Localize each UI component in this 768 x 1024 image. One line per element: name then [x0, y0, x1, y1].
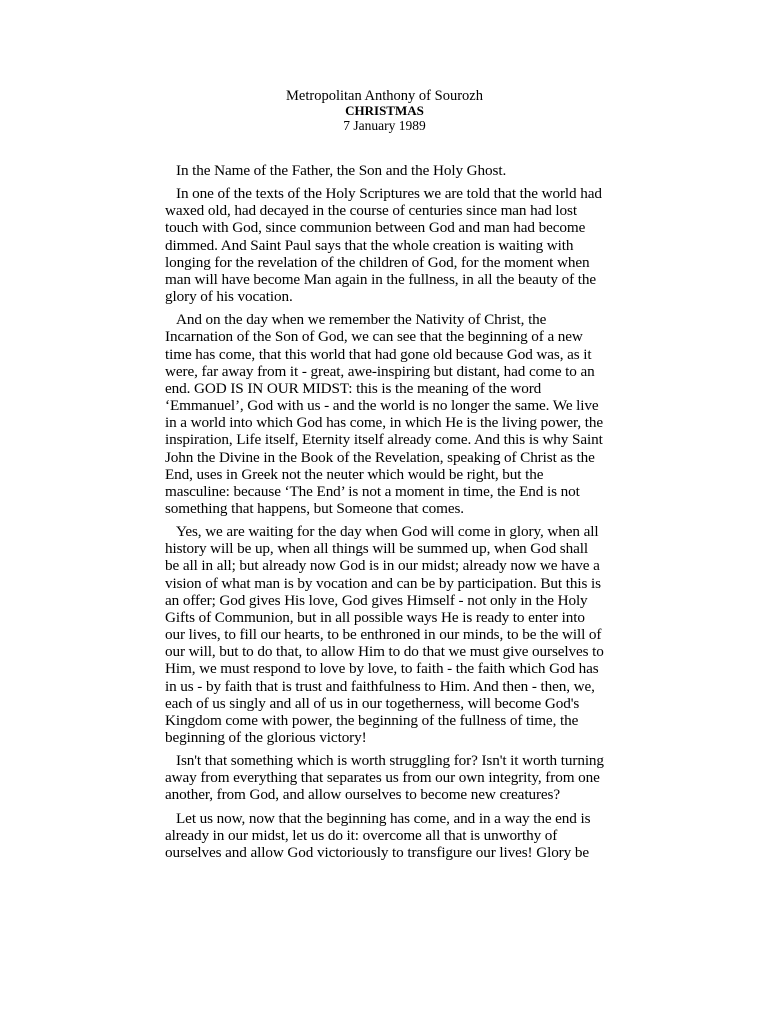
- paragraph-waiting: Yes, we are waiting for the day when God will come in glory, when all history will be up, when all things will be summed up, when God shall be all in all; but already now God is in our midst; already now we have a vision of what man is by vocation and can be by participation. But this is an offer; God gives His love, God gives Himself - not only in the Holy Gifts of Communion, but in all possible ways He is ready to enter into our lives, to fill our hearts, to be enthroned in our minds, to be the will of our will, but to do that, to allow Him to do that we must give ourselves to Him, we must respond to love by love, to faith - the faith which God has in us - by faith that is trust and faithfulness to Him. And then - then, we, each of us singly and all of us in our togetherness, will become God's Kingdom come with power, the beginning of the fullness of time, the beginning of the glorious victory!: [165, 523, 604, 746]
- paragraph-conclusion: Let us now, now that the beginning has come, and in a way the end is already in our midst, let us do it: overcome all that is unworthy of ourselves and allow God victoriously to transfigure our lives! Glory be: [165, 809, 591, 861]
- paragraph-scriptures: In one of the texts of the Holy Scriptures we are told that the world had waxed old, had decayed in the course of centuries since man had lost touch with God, since communion between God and man had become dimmed. And Saint Paul says that the whole creation is waiting with longing for the revelation of the children of God, for the moment when man will have become Man again in the fullness, in all the beauty of the glory of his vocation.: [165, 185, 602, 306]
- paragraph-struggle: Isn't that something which is worth struggling for? Isn't it worth turning away from everything that separates us from our own integrity, from one another, from God, and allow ourselves to become new creatures?: [165, 752, 604, 804]
- paragraph-nativity: And on the day when we remember the Nativity of Christ, the Incarnation of the Son of God, we can see that the beginning of a new time has come, that this world that had gone old because God was, as it were, far away from it - great, awe-inspiring but distant, had come to an end. GOD IS IN OUR MIDST: this is the meaning of the word ‘Emmanuel’, God with us - and the world is no longer the same. We live in a world into which God has come, in which He is the living power, the inspiration, Life itself, Eternity itself already come. And this is why Saint John the Divine in the Book of the Revelation, speaking of Christ as the End, uses in Greek not the neuter which would be right, but the masculine: because ‘The End’ is not a moment in time, the End is not something that happens, but Someone that comes.: [165, 311, 604, 517]
- document-date: 7 January 1989: [343, 118, 426, 133]
- document-header: [164, 88, 605, 133]
- paragraph-invocation: In the Name of the Father, the Son and the Holy Ghost.: [176, 162, 507, 179]
- document-page: [165, 88, 605, 867]
- sermon-body: [165, 162, 605, 861]
- author-line: Metropolitan Anthony of Sourozh: [286, 88, 483, 104]
- document-title: CHRISTMAS: [345, 103, 424, 118]
